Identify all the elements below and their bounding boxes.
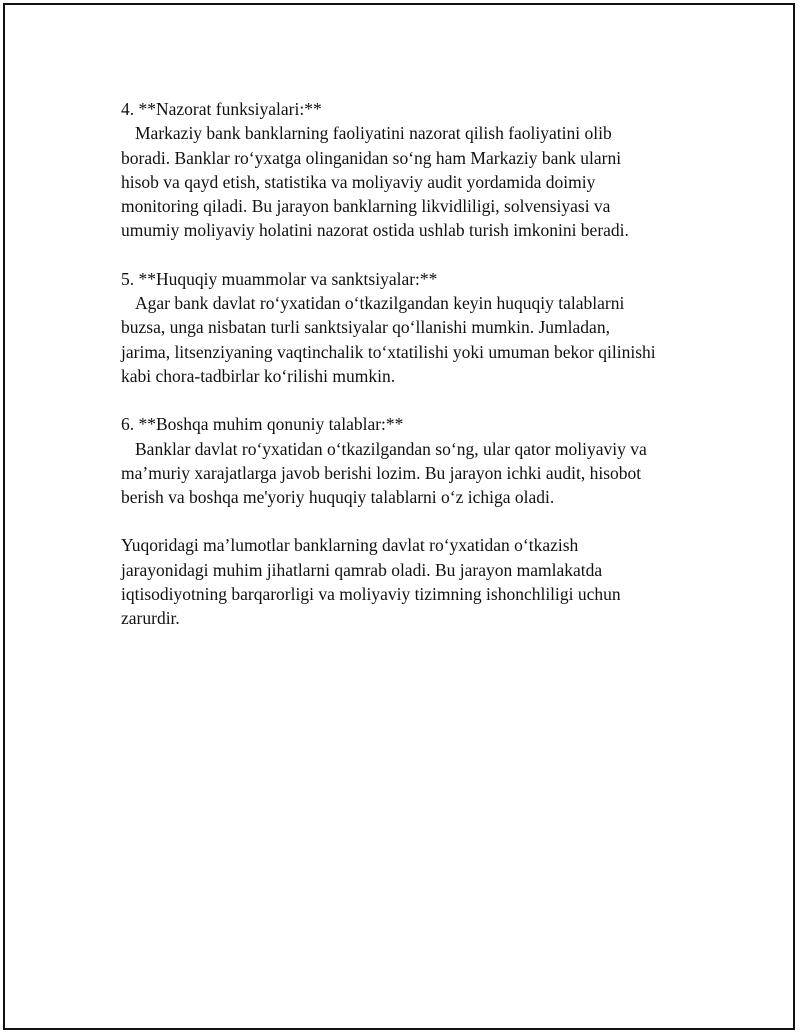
document-page [3,3,795,1030]
paragraph-line: hisob va qayd etish, statistika va moliyaviy audit yordamida doimiy [121,171,596,192]
section-heading: 5. **Huquqiy muammolar va sanktsiyalar:** [121,268,438,289]
paragraph-line: Banklar davlat ro‘yxatidan o‘tkazilgandan so‘ng, ular qator moliyaviy va [135,438,647,459]
document-body [121,97,701,655]
paragraph-line: monitoring qiladi. Bu jarayon banklarning likvidliligi, solvensiyasi va [121,196,611,217]
paragraph-line: berish va boshqa me'yoriy huquqiy talablarni o‘z ichiga oladi. [121,487,555,508]
section-nazorat-funksiyalari [121,97,701,243]
conclusion-text [121,533,701,630]
section-paragraph [121,291,701,388]
paragraph-line: buzsa, unga nisbatan turli sanktsiyalar qo‘llanishi mumkin. Jumladan, [121,317,610,338]
section-huquqiy-muammolar [121,267,701,388]
section-paragraph [121,437,701,510]
section-heading: 6. **Boshqa muhim qonuniy talablar:** [121,414,404,435]
paragraph-line: Agar bank davlat ro‘yxatidan o‘tkazilgandan keyin huquqiy talablarni [135,293,625,314]
paragraph-line: Markaziy bank banklarning faoliyatini nazorat qilish faoliyatini olib [135,123,612,144]
paragraph-line: iqtisodiyotning barqarorligi va moliyaviy tizimning ishonchliligi uchun [121,584,621,605]
paragraph-line: Yuqoridagi ma’lumotlar banklarning davlat ro‘yxatidan o‘tkazish [121,535,579,556]
section-heading: 4. **Nazorat funksiyalari:** [121,99,322,119]
conclusion-paragraph [121,533,701,630]
paragraph-line: jarayonidagi muhim jihatlarni qamrab oladi. Bu jarayon mamlakatda [121,559,603,580]
paragraph-line: boradi. Banklar ro‘yxatga olinganidan so‘ng ham Markaziy bank ularni [121,147,622,168]
paragraph-line: jarima, litsenziyaning vaqtinchalik to‘xtatilishi yoki umuman bekor qilinishi [121,341,656,362]
paragraph-line: zarurdir. [121,608,180,629]
section-paragraph [121,121,701,242]
section-boshqa-talablar [121,412,701,509]
paragraph-line: ma’muriy xarajatlarga javob berishi lozim. Bu jarayon ichki audit, hisobot [121,462,642,483]
paragraph-line: kabi chora-tadbirlar ko‘rilishi mumkin. [121,365,396,386]
paragraph-line: umumiy moliyaviy holatini nazorat ostida ushlab turish imkonini beradi. [121,220,629,241]
